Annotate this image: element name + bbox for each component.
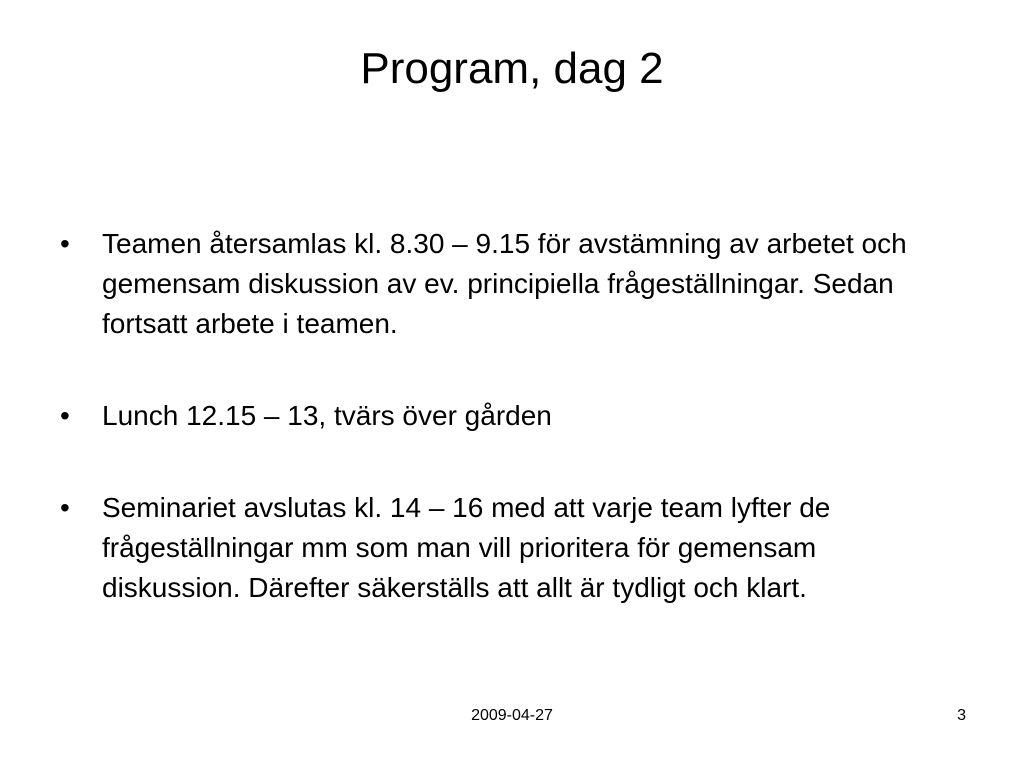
bullet-dot-icon: • xyxy=(60,228,70,259)
bullet-item xyxy=(60,396,960,436)
bullet-text: Teamen återsamlas kl. 8.30 – 9.15 för avstämning av arbetet och gemensam diskussion av ev. principiella frågeställningar. Sedan fortsatt arbete i teamen. xyxy=(102,228,907,339)
footer-date: 2009-04-27 xyxy=(471,707,553,724)
bullet-text: Seminariet avslutas kl. 14 – 16 med att varje team lyfter de frågeställningar mm som man vill prioritera för gemensam diskussion. Därefter säkerställs att allt är tydligt och klart. xyxy=(102,492,831,603)
bullet-dot-icon: • xyxy=(60,492,70,523)
bullet-text: Lunch 12.15 – 13, tvärs över gården xyxy=(102,400,552,431)
bullet-dot-icon: • xyxy=(60,400,70,431)
bullet-item xyxy=(60,224,960,344)
page-number: 3 xyxy=(957,707,966,724)
bullet-item xyxy=(60,488,960,608)
bullet-list xyxy=(60,224,960,660)
slide-title: Program, dag 2 xyxy=(360,44,664,93)
